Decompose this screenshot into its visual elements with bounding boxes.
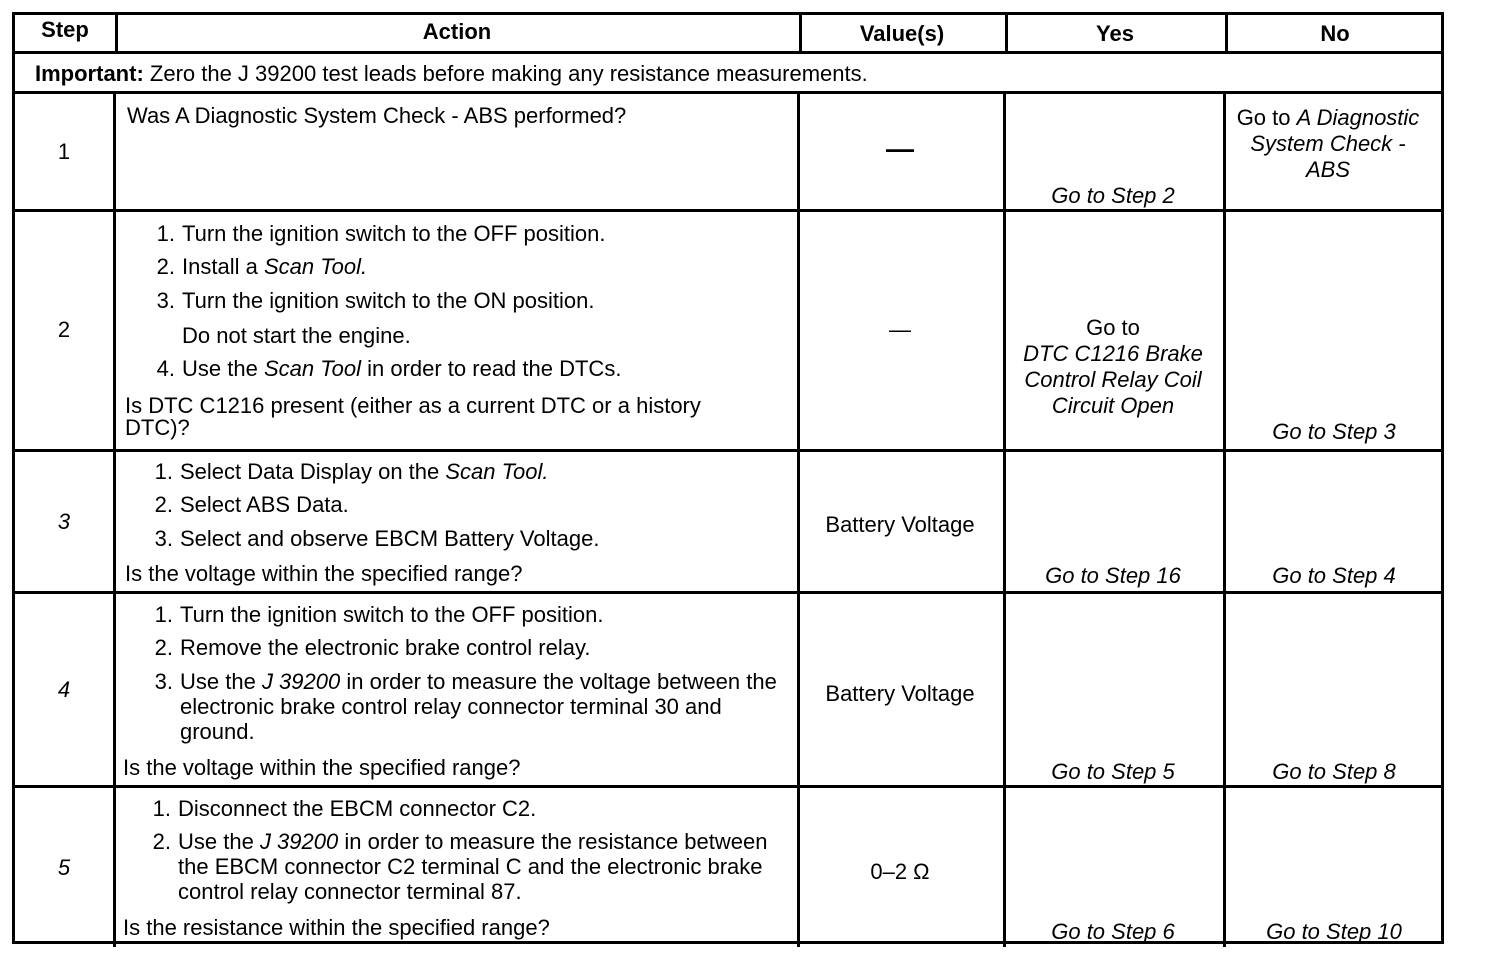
yes-cell: Go to Step 2	[1051, 183, 1175, 208]
action-question: Is DTC C1216 present (either as a current DTC or a history DTC)?	[125, 393, 701, 440]
step-number: 3	[57, 509, 71, 534]
important-label: Important:	[35, 61, 144, 86]
action-step: 3. Turn the ignition switch to the ON position. Do not start the engine.	[156, 287, 595, 348]
action-step: 1. Turn the ignition switch to the OFF position.	[154, 602, 604, 627]
step-number: 4	[57, 677, 71, 702]
action-cell	[143, 796, 783, 912]
value-cell: —	[889, 317, 911, 342]
action-steps	[145, 459, 785, 551]
step-number: 5	[57, 855, 71, 880]
action-question: Is the voltage within the specified range?	[125, 561, 523, 586]
action-steps	[143, 796, 783, 904]
value-cell: —	[886, 133, 914, 164]
row-divider	[15, 449, 1441, 452]
yes-cell: Go to Step 5	[1051, 759, 1175, 784]
value-cell: Battery Voltage	[825, 681, 975, 706]
row-divider	[15, 591, 1441, 594]
action-step: 4. Use the Scan Tool in order to read the DTCs.	[156, 356, 622, 382]
important-text: Zero the J 39200 test leads before making any resistance measurements.	[149, 61, 868, 86]
header-no: No	[1320, 21, 1350, 46]
action-step: 1. Select Data Display on the Scan Tool.	[154, 459, 549, 484]
action-step: 3. Use the J 39200 in order to measure the voltage between the electronic brake control relay connector terminal 30 and ground.	[154, 668, 777, 744]
important-note	[35, 61, 1415, 86]
action-step: 1. Turn the ignition switch to the OFF position.	[156, 221, 606, 246]
action-cell	[147, 221, 787, 389]
action-step: 2. Install a Scan Tool.	[156, 254, 368, 280]
no-cell: Go to Step 8	[1272, 759, 1396, 784]
row-divider	[15, 91, 1441, 94]
action-question: Is the voltage within the specified range?	[123, 755, 521, 780]
row-divider	[15, 51, 1441, 54]
col-divider	[1003, 91, 1006, 947]
action-step: 2. Select ABS Data.	[154, 492, 349, 518]
action-cell	[145, 602, 785, 752]
header-yes: Yes	[1096, 21, 1134, 46]
step-number: 1	[57, 139, 71, 164]
action-question: Was A Diagnostic System Check - ABS performed?	[127, 103, 627, 128]
no-prefix: Go to	[1236, 105, 1291, 130]
action-steps	[145, 602, 785, 744]
action-step: 2. Use the J 39200 in order to measure the resistance between the EBCM connector C2 terminal C and the electronic brake control relay connector terminal 87.	[152, 829, 768, 905]
action-step: 3. Select and observe EBCM Battery Voltage.	[154, 525, 600, 551]
header-step: Step	[41, 17, 89, 42]
yes-cell	[1013, 315, 1213, 419]
value-cell: Battery Voltage	[825, 512, 975, 537]
diagnostic-table	[12, 12, 1444, 944]
row-divider	[15, 209, 1441, 212]
yes-cell: Go to Step 6	[1051, 919, 1175, 944]
header-values: Value(s)	[859, 21, 945, 46]
no-cell: Go to Step 10	[1266, 919, 1402, 944]
action-step: 2. Remove the electronic brake control relay.	[154, 635, 591, 661]
no-cell: Go to Step 3	[1272, 419, 1396, 444]
no-link: A Diagnostic System Check - ABS	[1250, 105, 1420, 182]
header-action: Action	[422, 19, 492, 44]
row-divider	[15, 785, 1441, 788]
yes-link: DTC C1216 Brake Control Relay Coil Circuit Open	[1023, 341, 1203, 418]
yes-cell: Go to Step 16	[1045, 563, 1181, 588]
yes-prefix: Go to	[1086, 315, 1140, 340]
col-divider	[1223, 91, 1226, 947]
value-cell: 0–2 Ω	[870, 859, 930, 884]
col-divider	[113, 91, 116, 947]
action-step: 1. Disconnect the EBCM connector C2.	[152, 796, 537, 821]
no-cell: Go to Step 4	[1272, 563, 1396, 588]
action-question: Is the resistance within the specified range?	[123, 915, 550, 940]
no-cell	[1233, 105, 1423, 183]
action-steps	[147, 221, 787, 381]
action-cell	[145, 459, 785, 559]
step-number: 2	[57, 317, 71, 342]
